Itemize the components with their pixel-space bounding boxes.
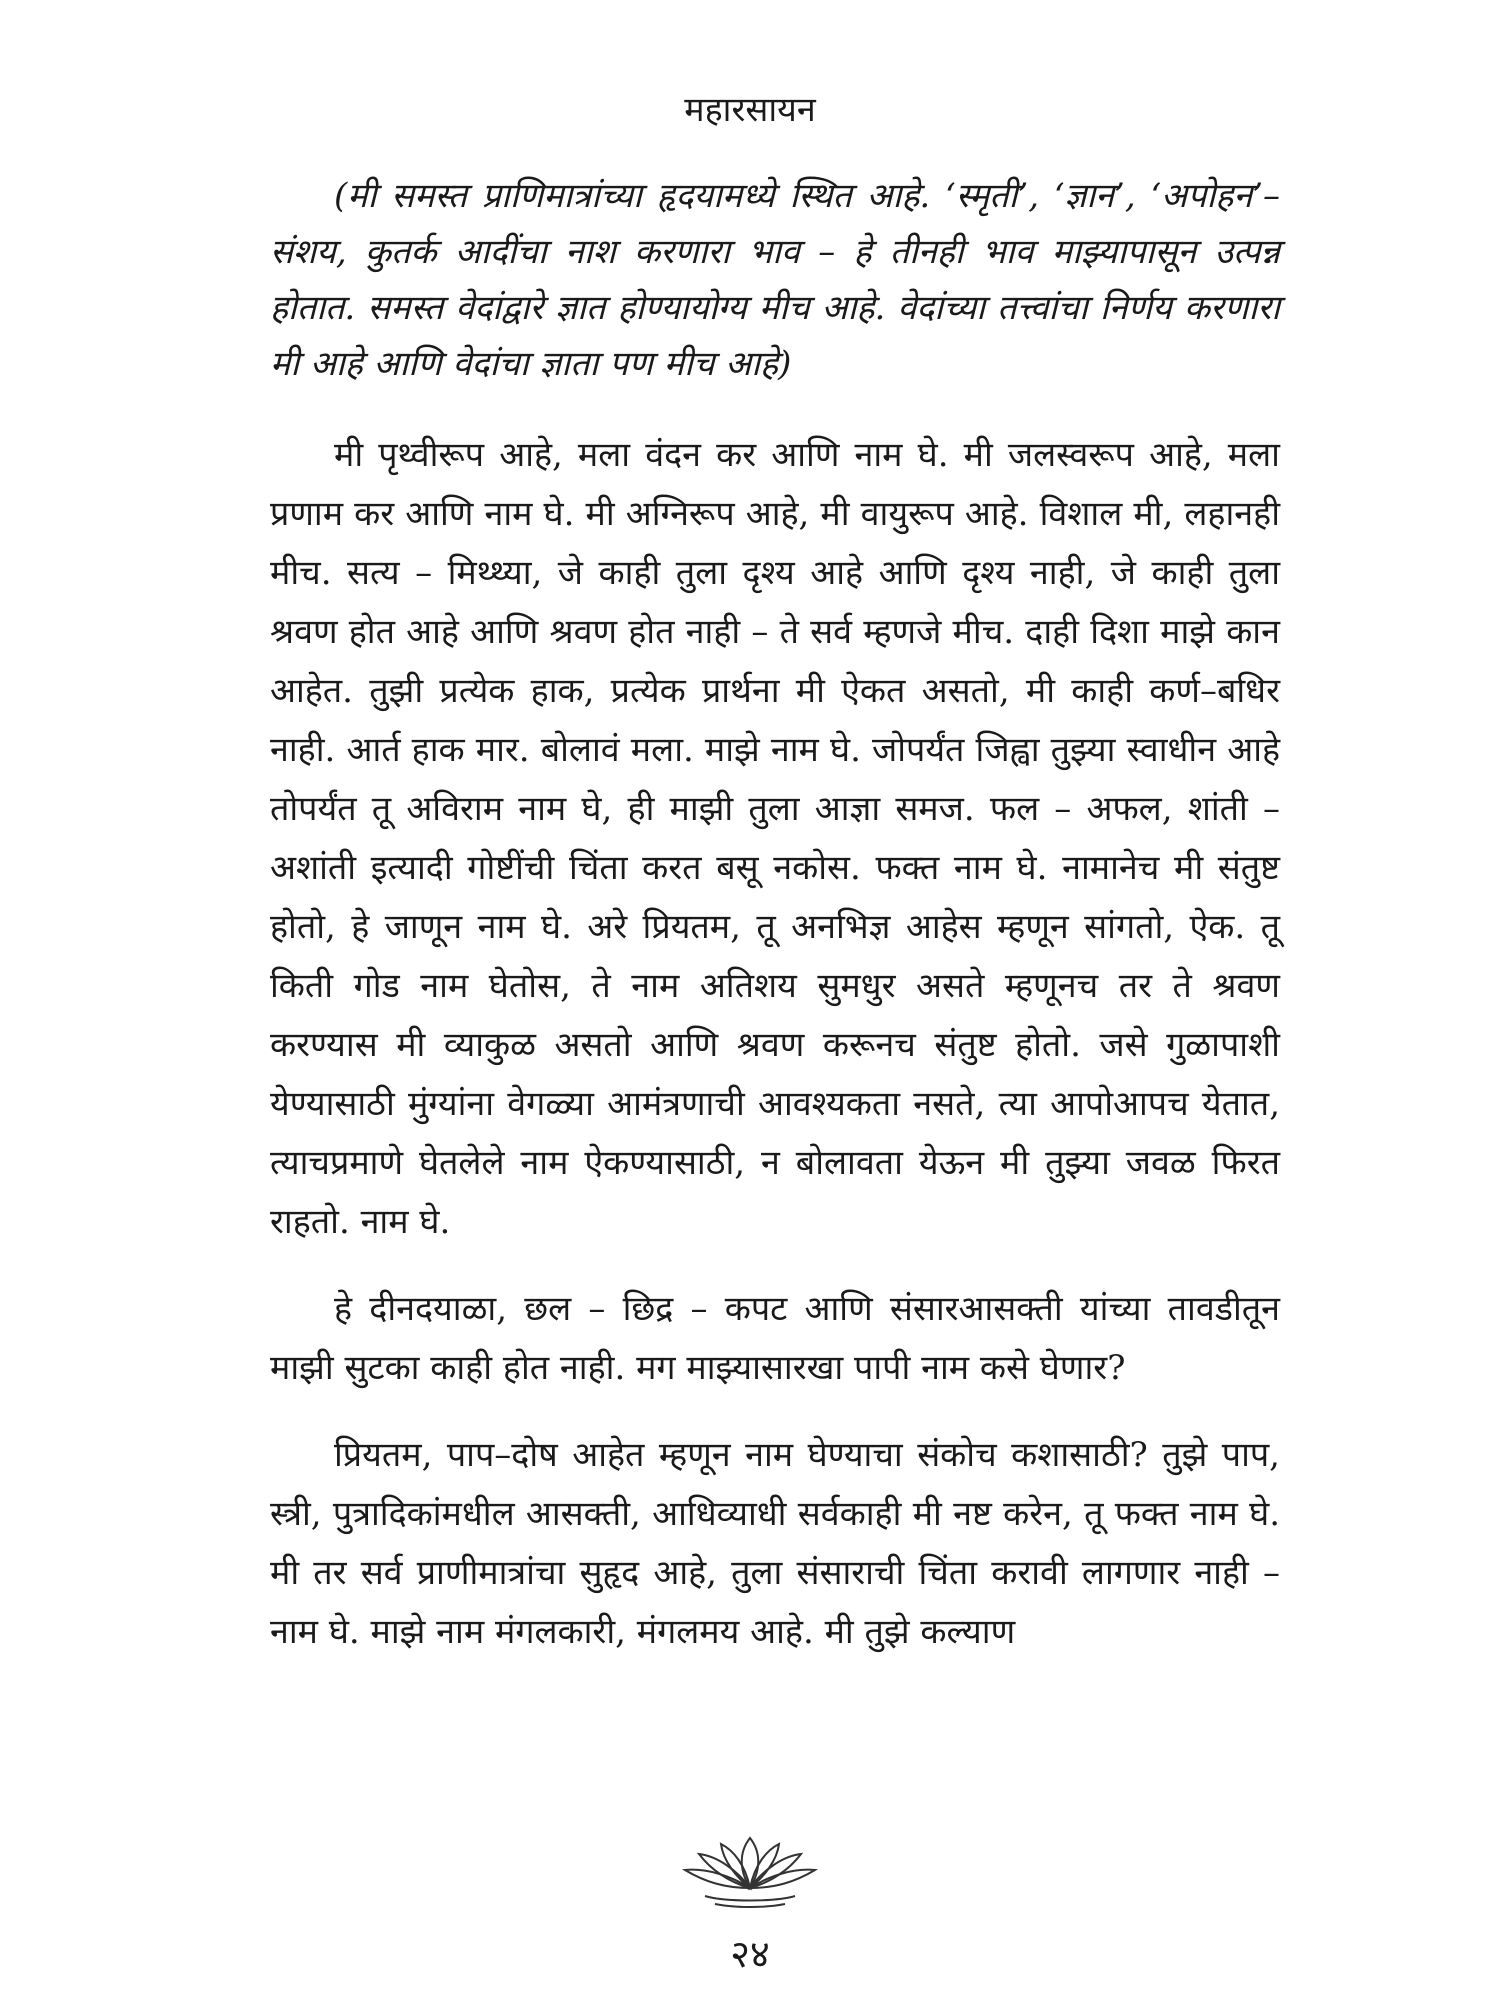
running-header: महारसायन [684, 90, 816, 130]
body-paragraph: प्रियतम, पाप–दोष आहेत म्हणून नाम घेण्याचा संकोच कशासाठी? तुझे पाप, स्त्री, पुत्रादिकांमधील आसक्ती, आधिव्याधी सर्वकाही मी नष्ट करेन, तू फक्त नाम घे. मी तर सर्व प्राणीमात्रांचा सुहृद आहे, तुला संसाराची चिंता करावी लागणार नाही – नाम घे. माझे नाम मंगलकारी, मंगलमय आहे. मी तुझे कल्याण [270, 1435, 1280, 1652]
page-number: २४ [730, 1932, 770, 1976]
verse-translation: (मी समस्त प्राणिमात्रांच्या हृदयामध्ये स्थित आहे. ‘स्मृती’, ‘ज्ञान’, ‘अपोहन’– संशय, कुतर्क आदींचा नाश करणारा भाव – हे तीनही भाव माझ्यापासून उत्पन्न होतात. समस्त वेदांद्वारे ज्ञात होण्यायोग्य मीच आहे. वेदांच्या तत्त्वांचा निर्णय करणारा मी आहे आणि वेदांचा ज्ञाता पण मीच आहे) [270, 176, 1280, 384]
page-body [270, 168, 1280, 1690]
body-paragraph: हे दीनदयाळा, छल – छिद्र – कपट आणि संसारआसक्ती यांच्या तावडीतून माझी सुटका काही होत नाही. मग माझ्यासारखा पापी नाम कसे घेणार? [270, 1289, 1280, 1388]
body-paragraph: मी पृथ्वीरूप आहे, मला वंदन कर आणि नाम घे. मी जलस्वरूप आहे, मला प्रणाम कर आणि नाम घे. मी अग्निरूप आहे, मी वायुरूप आहे. विशाल मी, लहानही मीच. सत्य – मिथ्थ्या, जे काही तुला दृश्य आहे आणि दृश्य नाही, जे काही तुला श्रवण होत आहे आणि श्रवण होत नाही – ते सर्व म्हणजे मीच. दाही दिशा माझे कान आहेत. तुझी प्रत्येक हाक, प्रत्येक प्रार्थना मी ऐकत असतो, मी काही कर्ण–बधिर नाही. आर्त हाक मार. बोलावं मला. माझे नाम घे. जोपर्यंत जिह्वा तुझ्या स्वाधीन आहे तोपर्यंत तू अविराम नाम घे, ही माझी तुला आज्ञा समज. फल – अफल, शांती – अशांती इत्यादी गोष्टींची चिंता करत बसू नकोस. फक्त नाम घे. नामानेच मी संतुष्ट होतो, हे जाणून नाम घे. अरे प्रियतम, तू अनभिज्ञ आहेस म्हणून सांगतो, ऐक. तू किती गोड नाम घेतोस, ते नाम अतिशय सुमधुर असते म्हणूनच तर ते श्रवण करण्यास मी व्याकुळ असतो आणि श्रवण करूनच संतुष्ट होतो. जसे गुळापाशी येण्यासाठी मुंग्यांना वेगळ्या आमंत्रणाची आवश्यकता नसते, त्या आपोआपच येतात, त्याचप्रमाणे घेतलेले नाम ऐकण्यासाठी, न बोलावता येऊन मी तुझ्या जवळ फिरत राहतो. नाम घे. [270, 435, 1280, 1242]
lotus-icon [675, 1830, 825, 1910]
